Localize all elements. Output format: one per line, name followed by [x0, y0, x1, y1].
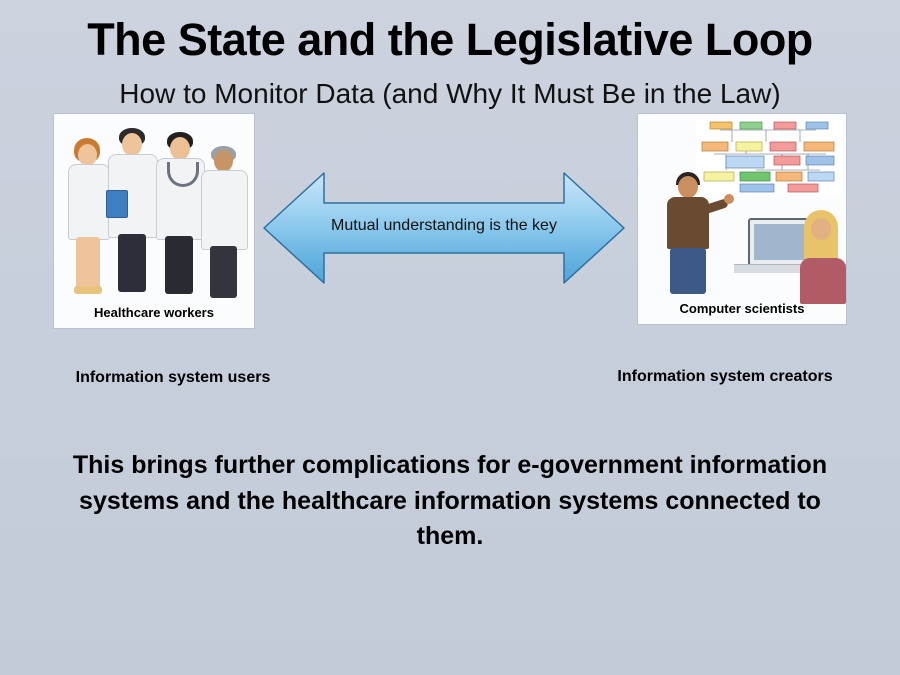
head-shape [678, 176, 698, 198]
healthcare-workers-illustration [54, 120, 254, 300]
conclusion-text: This brings further complications for e-government information systems and the healthcare information systems connected to them. [72, 451, 828, 550]
right-photo-caption: Computer scientists [679, 301, 805, 316]
head-shape [122, 133, 142, 156]
left-photo-caption: Healthcare workers [94, 305, 214, 320]
double-arrow [262, 165, 626, 291]
healthcare-workers-image [53, 113, 255, 329]
seated-person-figure [798, 210, 847, 300]
torso-shape [800, 258, 846, 304]
presenter-figure [658, 172, 720, 296]
legs-shape [118, 234, 146, 292]
head-shape [214, 150, 233, 172]
computer-scientists-image [637, 113, 847, 325]
head-shape [170, 137, 190, 160]
double-arrow-icon [262, 165, 626, 291]
legs-shape [165, 236, 193, 294]
left-under-label: Information system users [75, 369, 271, 386]
shoes-shape [74, 286, 102, 294]
legs-shape [670, 248, 706, 294]
head-shape [78, 144, 97, 166]
slide-subtitle: How to Monitor Data (and Why It Must Be in the Law) [119, 78, 781, 109]
slide-title: The State and the Legislative Loop [87, 14, 813, 65]
computer-scientists-illustration [638, 114, 846, 300]
hand-shape [724, 194, 734, 204]
worker-figure-4 [198, 146, 252, 304]
legs-shape [76, 237, 100, 289]
legs-shape [210, 246, 237, 298]
clipboard-icon [106, 190, 128, 218]
right-under-label: Information system creators [617, 368, 833, 385]
head-shape [811, 218, 831, 240]
arrow-label: Mutual understanding is the key [331, 217, 557, 234]
lab-coat-shape [201, 170, 248, 250]
